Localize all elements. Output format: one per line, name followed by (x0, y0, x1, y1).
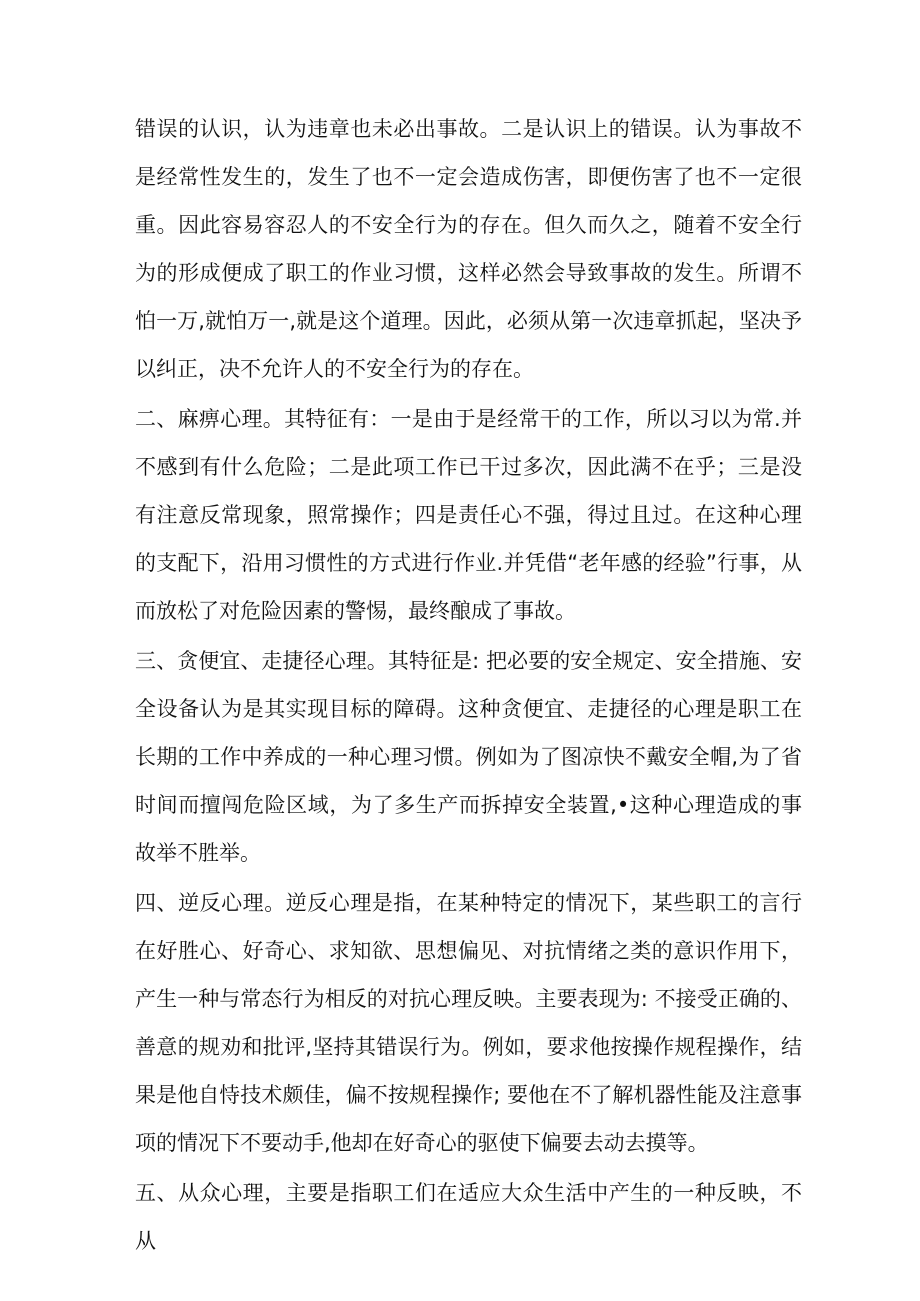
paragraph-rebellious-psychology: 四、逆反心理。逆反心理是指，在某种特定的情况下，某些职工的言行在好胜心、好奇心、求知欲、思想偏见、对抗情绪之类的意识作用下，产生一种与常态行为相反的对抗心理反映。主要表现为: 不接受正确的、善意的规劝和批评,坚持其错误行为。例如，要求他按操作规程操作，结果是他自恃技术颇佳，偏不按规程操作; 要他在不了解机器性能及注意事项的情况下不要动手,他却在好奇心的驱使下偏要去动去摸等。 (135, 891, 802, 1155)
paragraph-conformity-psychology: 五、从众心理，主要是指职工们在适应大众生活中产生的一种反映，不从 (135, 1181, 802, 1253)
document-body (135, 105, 802, 1265)
paragraph-cognition-error: 错误的认识，认为违章也未必出事故。二是认识上的错误。认为事故不是经常性发生的，发生了也不一定会造成伤害，即便伤害了也不一定很重。因此容易容忍人的不安全行为的存在。但久而久之，随着不安全行为的形成便成了职工的作业习惯，这样必然会导致事故的发生。所谓不怕一万,就怕万一,就是这个道理。因此，必须从第一次违章抓起，坚决予以纠正，决不允许人的不安全行为的存在。 (135, 117, 802, 381)
paragraph-shortcut-psychology: 三、贪便宜、走捷径心理。其特征是: 把必要的安全规定、安全措施、安全设备认为是其实现目标的障碍。这种贪便宜、走捷径的心理是职工在长期的工作中养成的一种心理习惯。例如为了图凉快不戴安全帽,为了省时间而擅闯危险区域，为了多生产而拆掉安全装置,•这种心理造成的事故举不胜举。 (135, 649, 802, 865)
paragraph-numbness-psychology: 二、麻痹心理。其特征有：一是由于是经常干的工作，所以习以为常.并不感到有什么危险；二是此项工作已干过多次，因此满不在乎；三是没有注意反常现象，照常操作；四是责任心不强，得过且过。在这种心理的支配下，沿用习惯性的方式进行作业.并凭借“老年感的经验”行事，从而放松了对危险因素的警惕，最终酿成了事故。 (135, 407, 802, 623)
